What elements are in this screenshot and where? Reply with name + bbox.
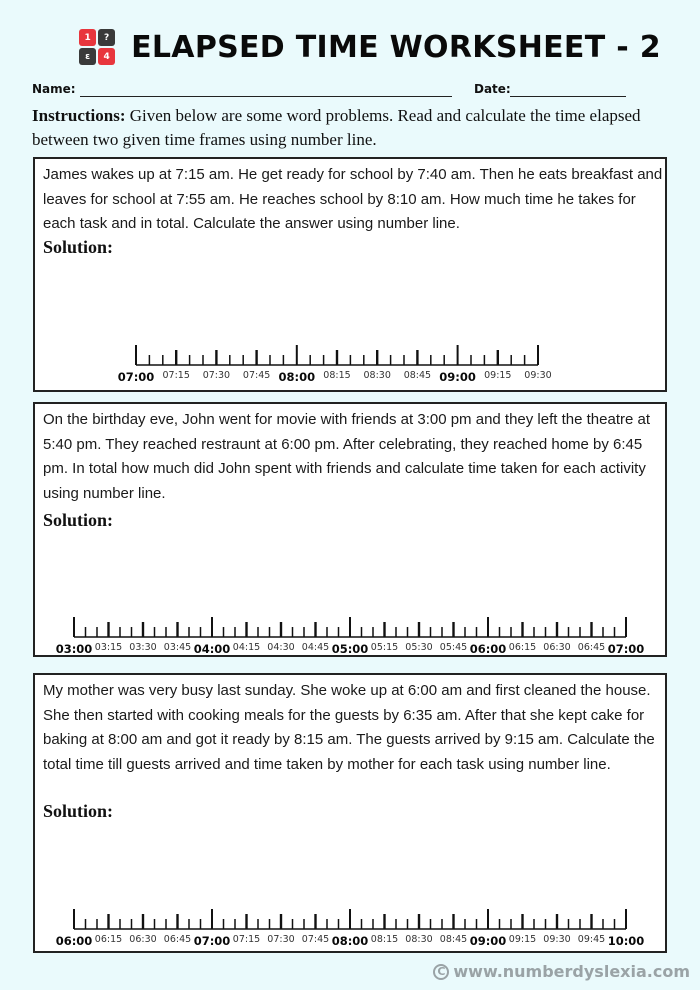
- time-label: 08:30: [405, 934, 433, 945]
- time-label: 07:30: [202, 370, 231, 381]
- time-label: 09:00: [439, 370, 476, 384]
- time-label: 05:00: [331, 642, 369, 656]
- problem-text: James wakes up at 7:15 am. He get ready for school by 7:40 am. Then he eats breakfast and leaves for school at 7:55 am. He reaches school by 8:10 am. How much time he takes for each task and in total. Calculate the answer using number line.: [43, 166, 663, 232]
- time-label: 06:30: [543, 642, 571, 653]
- time-label: 06:00: [469, 642, 507, 656]
- problem-box-1: [33, 157, 667, 392]
- time-label: 03:00: [55, 642, 93, 656]
- time-label: 10:00: [607, 934, 645, 948]
- name-date-row: [32, 80, 632, 100]
- page-title: ELAPSED TIME WORKSHEET - 2: [131, 29, 661, 65]
- name-field[interactable]: [80, 96, 452, 97]
- time-label: 07:00: [607, 642, 645, 656]
- name-label: Name:: [32, 82, 76, 96]
- time-label: 08:00: [331, 934, 369, 948]
- logo-tile: ?: [98, 29, 115, 46]
- time-label: 07:30: [267, 934, 295, 945]
- number-line-ticks: [136, 345, 538, 367]
- problem-box-3: [33, 673, 667, 953]
- problem-text: My mother was very busy last sunday. She woke up at 6:00 am and first cleaned the house. She then started with cooking meals for the guests by 6:35 am. After that she kept cake for baking at 8:00 am and got it ready by 8:15 am. The guests arrived by 9:15 am. Calculate the total time till guests arrived and time taken by mother for each task using number line.: [43, 682, 655, 773]
- time-label: 05:15: [370, 642, 399, 653]
- number-line-labels: [55, 642, 645, 656]
- time-label: 08:00: [278, 370, 316, 384]
- time-label: 09:15: [484, 370, 512, 381]
- time-label: 09:30: [524, 370, 552, 381]
- time-label: 06:30: [129, 934, 157, 945]
- time-label: 04:45: [301, 642, 330, 653]
- website-link[interactable]: www.numberdyslexia.com: [453, 962, 690, 981]
- problem-box-2: [33, 402, 667, 657]
- time-label: 07:45: [242, 370, 271, 381]
- instructions-text: Given below are some word problems. Read and calculate the time elapsed between two given time frames using number line.: [32, 106, 641, 149]
- date-field[interactable]: [510, 96, 626, 97]
- solution-label: Solution:: [43, 801, 114, 821]
- number-dyslexia-logo-icon: [79, 29, 115, 65]
- number-line: [117, 345, 552, 384]
- time-label: 07:15: [162, 370, 190, 381]
- number-line-ticks: [74, 909, 626, 931]
- time-label: 04:30: [267, 642, 295, 653]
- number-line-ticks: [74, 617, 626, 639]
- time-label: 05:45: [439, 642, 468, 653]
- number-line: [55, 909, 645, 948]
- time-label: 06:45: [577, 642, 606, 653]
- copyright-icon: C: [433, 964, 449, 980]
- logo-tile: ε: [79, 48, 96, 65]
- instructions: [32, 104, 672, 152]
- time-label: 03:15: [94, 642, 123, 653]
- time-label: 05:30: [405, 642, 433, 653]
- time-label: 06:45: [163, 934, 192, 945]
- time-label: 09:15: [508, 934, 537, 945]
- time-label: 08:15: [323, 370, 351, 381]
- time-label: 08:45: [439, 934, 468, 945]
- logo-tile: 4: [98, 48, 115, 65]
- time-label: 08:30: [363, 370, 391, 381]
- solution-label: Solution:: [43, 237, 114, 257]
- time-label: 09:30: [543, 934, 571, 945]
- time-label: 06:00: [55, 934, 93, 948]
- time-label: 07:00: [117, 370, 155, 384]
- date-label: Date:: [474, 82, 511, 96]
- logo-tile: 1: [79, 29, 96, 46]
- time-label: 06:15: [508, 642, 537, 653]
- problem-text: On the birthday eve, John went for movie with friends at 3:00 pm and they left the theatre at 5:40 pm. They reached restraunt at 6:00 pm. After celebrating, they reached home by 6:45 pm. In total how much did John spent with friends and calculate time taken for each activity using number line.: [43, 411, 651, 502]
- time-label: 08:15: [370, 934, 399, 945]
- number-line-labels: [55, 934, 645, 948]
- time-label: 03:30: [129, 642, 157, 653]
- footer-website: [433, 962, 690, 981]
- time-label: 07:45: [301, 934, 330, 945]
- time-label: 09:00: [469, 934, 507, 948]
- solution-label: Solution:: [43, 510, 114, 530]
- time-label: 09:45: [577, 934, 606, 945]
- time-label: 04:00: [193, 642, 231, 656]
- time-label: 06:15: [94, 934, 123, 945]
- number-line-labels: [117, 370, 552, 384]
- number-line: [55, 617, 645, 656]
- time-label: 07:15: [232, 934, 261, 945]
- time-label: 04:15: [232, 642, 261, 653]
- time-label: 03:45: [163, 642, 192, 653]
- instructions-label: Instructions:: [32, 106, 126, 125]
- worksheet-header: [0, 22, 700, 72]
- time-label: 08:45: [403, 370, 432, 381]
- time-label: 07:00: [193, 934, 231, 948]
